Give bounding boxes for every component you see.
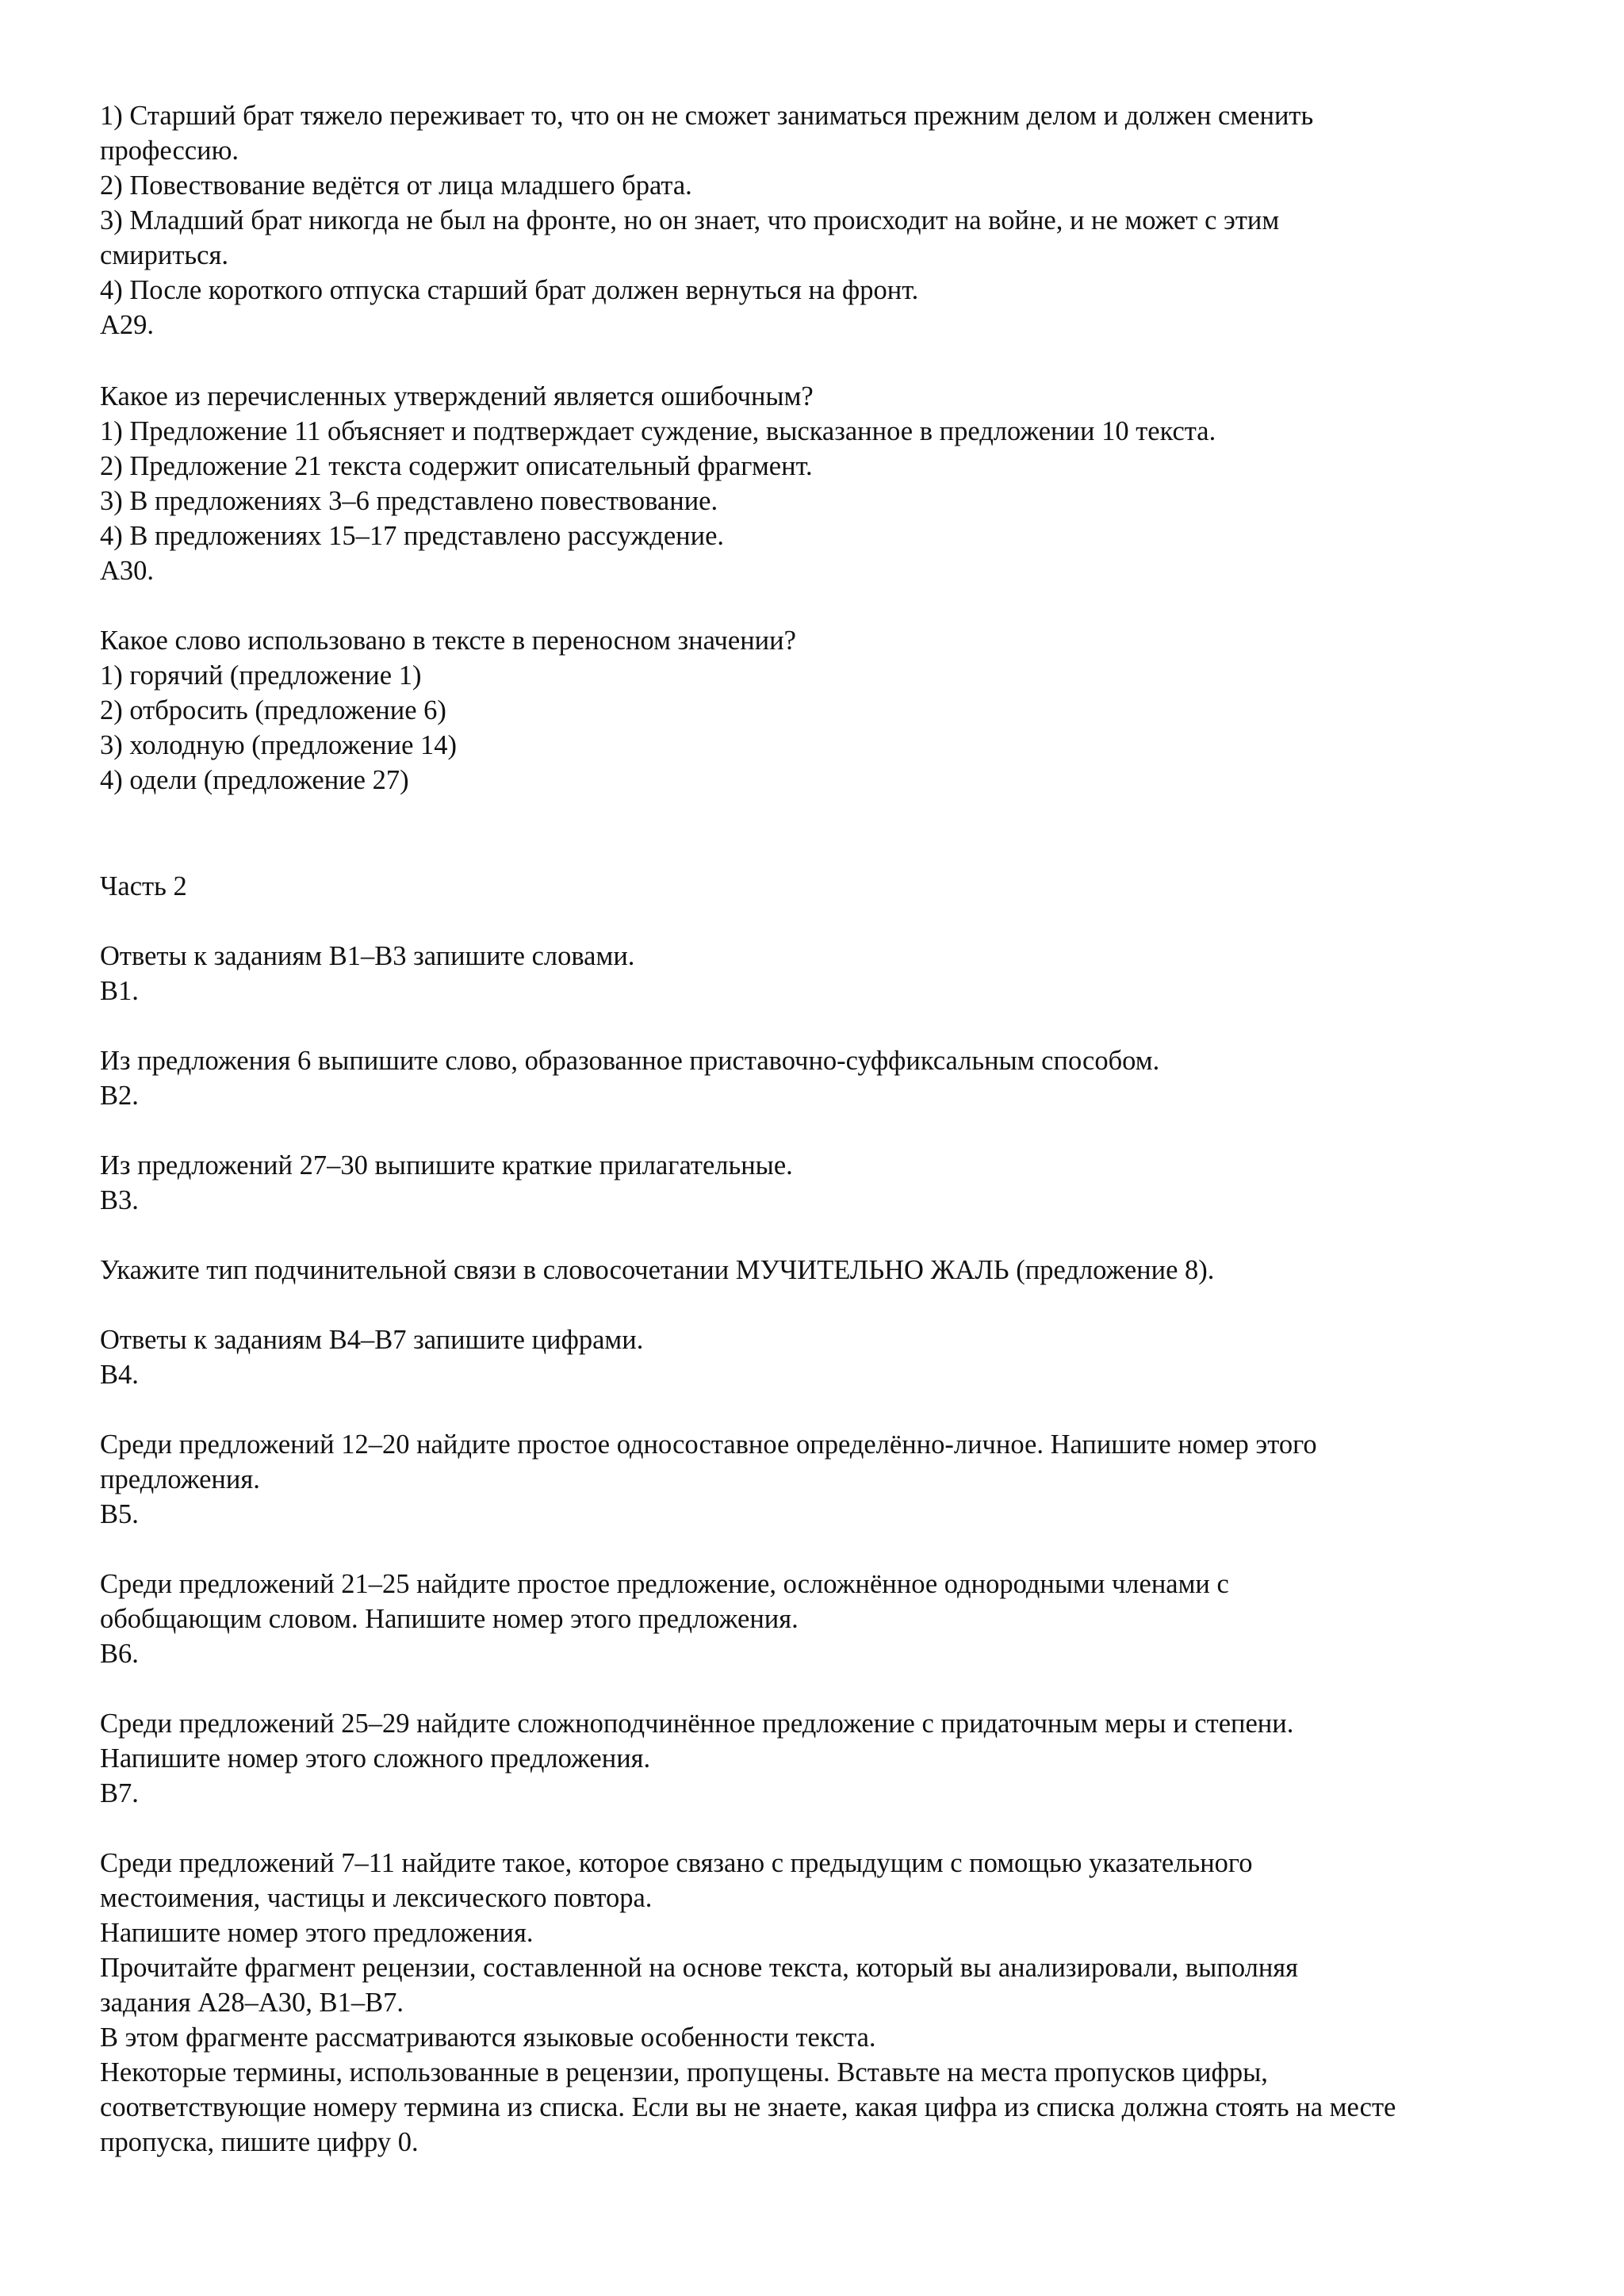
text-line: местоимения, частицы и лексического повтора.: [100, 1883, 653, 1913]
instruction-text: Ответы к заданиям B1–B3 запишите словами.: [100, 941, 635, 971]
text-line: смириться.: [100, 240, 228, 270]
task-label: B2.: [100, 1081, 139, 1111]
answer-option: 3) Младший брат никогда не был на фронте, но он знает, что происходит на войне, и не может с этим: [100, 205, 1280, 235]
answer-option: 1) Предложение 11 объясняет и подтверждает суждение, высказанное в предложении 10 текста.: [100, 416, 1216, 446]
answer-option: 3) В предложениях 3–6 представлено повествование.: [100, 486, 718, 516]
question-text: Из предложения 6 выпишите слово, образованное приставочно-суффиксальным способом.: [100, 1046, 1160, 1076]
text-line: Прочитайте фрагмент рецензии, составленной на основе текста, который вы анализировали, выполняя: [100, 1953, 1299, 1983]
answer-option: 4) В предложениях 15–17 представлено рассуждение.: [100, 521, 725, 551]
question-text: Какое слово использовано в тексте в переносном значении?: [100, 626, 796, 656]
text-line: соответствующие номеру термина из списка. Если вы не знаете, какая цифра из списка должна стоять на месте: [100, 2092, 1396, 2122]
task-label: B6.: [100, 1639, 139, 1669]
answer-option: 4) После короткого отпуска старший брат должен вернуться на фронт.: [100, 275, 919, 305]
answer-option: 4) одели (предложение 27): [100, 765, 409, 795]
instruction-text: Ответы к заданиям B4–B7 запишите цифрами.: [100, 1325, 644, 1355]
question-text: Какое из перечисленных утверждений является ошибочным?: [100, 381, 814, 411]
answer-option: 1) Старший брат тяжело переживает то, что он не сможет заниматься прежним делом и должен сменить: [100, 101, 1314, 131]
text-line: Напишите номер этого сложного предложения.: [100, 1743, 651, 1774]
answer-option: 2) Повествование ведётся от лица младшего брата.: [100, 170, 692, 201]
task-label: B3.: [100, 1185, 139, 1215]
answer-option: 2) Предложение 21 текста содержит описательный фрагмент.: [100, 451, 813, 481]
question-text: Среди предложений 7–11 найдите такое, которое связано с предыдущим с помощью указательного: [100, 1848, 1253, 1878]
question-text: Среди предложений 25–29 найдите сложноподчинённое предложение с придаточным меры и степени.: [100, 1709, 1294, 1739]
question-text: Среди предложений 21–25 найдите простое предложение, осложнённое однородными членами с: [100, 1569, 1229, 1599]
question-text: Из предложений 27–30 выпишите краткие прилагательные.: [100, 1150, 793, 1181]
text-line: В этом фрагменте рассматриваются языковые особенности текста.: [100, 2022, 876, 2053]
task-label: B4.: [100, 1360, 139, 1390]
text-line: пропуска, пишите цифру 0.: [100, 2127, 419, 2157]
text-line: обобщающим словом. Напишите номер этого предложения.: [100, 1604, 799, 1634]
text-line: профессию.: [100, 136, 239, 166]
text-line: Некоторые термины, использованные в рецензии, пропущены. Вставьте на места пропусков цифры,: [100, 2057, 1268, 2087]
answer-option: 1) горячий (предложение 1): [100, 660, 422, 691]
text-line: задания A28–A30, B1–B7.: [100, 1988, 404, 2018]
task-label: A30.: [100, 556, 155, 586]
task-label: B7.: [100, 1778, 139, 1808]
text-line: предложения.: [100, 1464, 260, 1494]
question-text: Среди предложений 12–20 найдите простое односоставное определённо-личное. Напишите номер этого: [100, 1429, 1317, 1460]
task-label: A29.: [100, 310, 155, 340]
answer-option: 2) отбросить (предложение 6): [100, 695, 446, 725]
section-heading: Часть 2: [100, 871, 187, 901]
task-label: B5.: [100, 1499, 139, 1529]
question-text: Укажите тип подчинительной связи в словосочетании МУЧИТЕЛЬНО ЖАЛЬ (предложение 8).: [100, 1255, 1215, 1285]
task-label: B1.: [100, 976, 139, 1006]
text-line: Напишите номер этого предложения.: [100, 1918, 534, 1948]
answer-option: 3) холодную (предложение 14): [100, 730, 457, 760]
